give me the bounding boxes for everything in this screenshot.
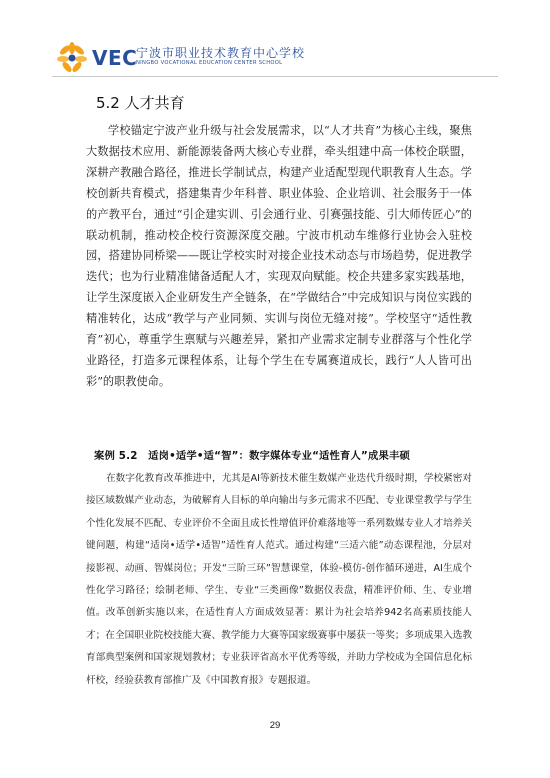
school-logo-icon	[52, 42, 92, 72]
logo-text: VEC	[92, 46, 138, 70]
header-divider	[52, 76, 498, 77]
section-title: 5.2 人才共育	[96, 94, 185, 112]
section-body: 学校锚定宁波产业升级与社会发展需求，以“人才共育”为核心主线，聚焦大数据技术应用、新能源装备两大核心专业群，牵头组建中高一体校企联盟，深耕产教融合路径，推进长学制试点，构建产业适配型现代职教育人生态。学校创新共育模式，搭建集青少年科普、职业体验、企业培训、社会服务于一体的产教平台，通过“引企建实训、引会通行业、引赛强技能、引大师传匠心”的联动机制，推动校企校行资源深度交融。宁波市机动车维修行业协会入驻校园，搭建协同桥梁——既让学校实时对接企业技术动态与市场趋势，促进教学迭代；也为行业精准储备适配人才，实现双向赋能。校企共建多家实践基地，让学生深度嵌入企业研发生产全链条，在“学做结合”中完成知识与岗位实践的精准转化，达成“教学与产业同频、实训与岗位无缝对接”。学校坚守“适性教育”初心，尊重学生禀赋与兴趣差异，紧扣产业需求定制专业群落与个性化学业路径，打造多元课程体系，让每个学生在专属赛道成长，践行“人人皆可出彩”的职教使命。	[86, 124, 472, 388]
page-header	[52, 42, 502, 74]
school-name-cn: 宁波市职业技术教育中心学校	[136, 46, 306, 60]
school-name-en: NINGBO VOCATIONAL EDUCATION CENTER SCHOOL	[136, 60, 283, 66]
page-number: 29	[269, 720, 281, 731]
case-title: 案例 5.2 适岗•适学•适“智”：数字媒体专业“适性育人”成果丰硕	[94, 450, 410, 462]
case-body: 在数字化教育改革推进中，尤其是AI等新技术催生数媒产业迭代升级时期，学校紧密对接区域数媒产业动态，为破解育人目标的单向输出与多元需求不匹配、专业课堂教学与学生个性化发展不匹配、专业评价不全面且成长性增值评价难落地等一系列数媒专业人才培养关键问题，构建“适岗•适学•适智”适性育人范式。通过构建“三适六能”动态课程池，分层对接影视、动画、智媒岗位；开发“三阶三环”智慧课堂，体验-模仿-创作循环递进，AI生成个性化学习路径；绘制老师、学生、专业“三类画像”数据仪表盘，精准评价师、生、专业增值。改革创新实施以来，在适性育人方面成效显著：累计为社会培养942名高素质技能人才；在全国职业院校技能大赛、教学能力大赛等国家级赛事中屡获一等奖；多项成果入选教育部典型案例和国家规划教材；专业获评省高水平优秀等级，并助力学校成为全国信息化标杆校，经验获教育部推广及《中国教育报》专题报道。	[86, 473, 472, 686]
